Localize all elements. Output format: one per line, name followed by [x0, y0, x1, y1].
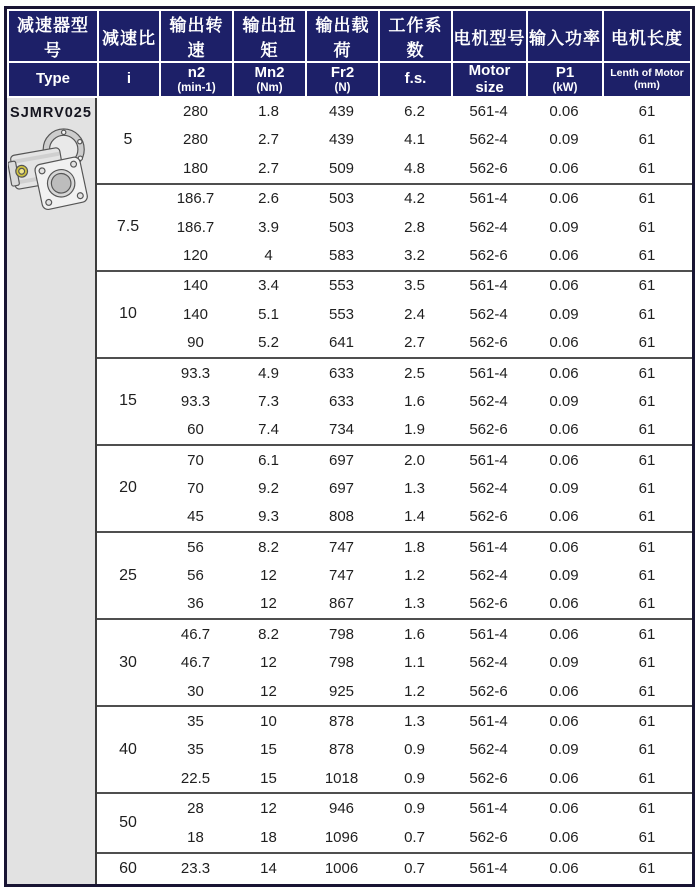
value-cell: 0.06: [526, 532, 602, 562]
value-cell: 61: [602, 358, 692, 388]
col-header-motor-zh: 电机型号: [452, 10, 527, 62]
value-cell: 503: [328, 218, 355, 236]
value-cell: 808: [328, 508, 355, 526]
value-cell: 61: [638, 218, 656, 236]
value-cell: 61: [638, 769, 656, 787]
value-cell: 1.1: [404, 654, 425, 672]
value-cell: 15: [260, 741, 277, 759]
value-cell: 1096: [324, 828, 359, 846]
value-cell: 562-6: [469, 333, 508, 351]
value-cell: 1.2: [404, 682, 425, 700]
value-cell: 561-4: [451, 271, 526, 301]
value-cell: 61: [638, 567, 656, 585]
value-cell: 747: [328, 567, 355, 585]
col-header-ratio-en: [98, 62, 160, 97]
value-cell: 561-4: [469, 103, 508, 121]
value-cell: 798: [328, 654, 355, 672]
header-row-english: [8, 62, 691, 97]
value-cell: 0.06: [549, 769, 579, 787]
col-header-load-en: Fr2 (N): [306, 62, 379, 97]
value-cell: 439: [328, 103, 355, 121]
value-cell: 553: [328, 305, 355, 323]
col-header-label: Lenth of Motor: [610, 67, 684, 80]
value-cell: 562-6: [469, 421, 508, 439]
gear-reducer-image: [8, 123, 94, 215]
value-cell: 22.5: [180, 769, 211, 787]
value-cell: 0.06: [526, 793, 602, 823]
value-cell: 0.06: [549, 595, 579, 613]
value-cell: 10: [232, 706, 305, 736]
table-row: [97, 502, 692, 532]
value-cell: 12: [260, 654, 277, 672]
value-cell: 120: [182, 246, 209, 264]
value-cell: 70: [187, 479, 204, 497]
value-cell: 503: [305, 184, 378, 214]
value-cell: 562-6: [469, 508, 508, 526]
col-header-label: Fr2: [330, 64, 355, 82]
value-cell: 1.8: [258, 103, 279, 121]
value-cell: 90: [187, 333, 204, 351]
col-header-label: n2: [187, 64, 206, 82]
ratio-cell: 20: [97, 445, 159, 532]
value-cell: 0.09: [549, 654, 579, 672]
value-cell: 561-4: [451, 853, 526, 884]
value-cell: 562-4: [469, 567, 508, 585]
value-cell: 0.06: [526, 706, 602, 736]
value-cell: 561-4: [451, 532, 526, 562]
value-cell: 61: [602, 619, 692, 649]
value-cell: 61: [602, 853, 692, 884]
col-header-load-zh: 输出载荷: [306, 10, 379, 62]
value-cell: 561-4: [451, 358, 526, 388]
value-cell: 561-4: [451, 706, 526, 736]
value-cell: 562-4: [469, 218, 508, 236]
table-row: [97, 300, 692, 328]
table-row: [97, 619, 692, 649]
col-header-length-en: Lenth of Motor (mm): [603, 62, 691, 97]
value-cell: 7.3: [258, 392, 279, 410]
value-cell: 0.09: [549, 392, 579, 410]
col-header-ratio-zh: 减速比: [98, 10, 160, 62]
value-cell: 0.9: [378, 793, 451, 823]
value-cell: 0.06: [526, 445, 602, 475]
value-cell: 61: [638, 305, 656, 323]
value-cell: 180: [182, 159, 209, 177]
col-header-length-zh: 电机长度: [603, 10, 691, 62]
value-cell: 562-6: [469, 828, 508, 846]
value-cell: 280: [182, 103, 209, 121]
value-cell: 2.0: [378, 445, 451, 475]
value-cell: 747: [305, 532, 378, 562]
ratio-cell: 40: [97, 706, 159, 793]
value-cell: 61: [638, 103, 656, 121]
value-cell: 0.9: [404, 769, 425, 787]
spec-table: [97, 98, 692, 884]
value-cell: 1018: [324, 769, 359, 787]
value-cell: 36: [187, 595, 204, 613]
value-cell: 0.06: [526, 184, 602, 214]
value-cell: 61: [638, 421, 656, 439]
value-cell: 28: [159, 793, 232, 823]
type-column: [7, 98, 97, 884]
value-cell: 2.8: [404, 218, 425, 236]
value-cell: 562-4: [469, 305, 508, 323]
value-cell: 439: [328, 131, 355, 149]
value-cell: 0.06: [526, 619, 602, 649]
value-cell: 35: [187, 741, 204, 759]
value-cell: 15: [260, 769, 277, 787]
value-cell: 0.09: [549, 741, 579, 759]
value-cell: 1.3: [404, 479, 425, 497]
value-cell: 562-4: [469, 392, 508, 410]
value-cell: 0.09: [549, 131, 579, 149]
value-cell: 12: [260, 595, 277, 613]
value-cell: 70: [159, 445, 232, 475]
value-cell: 562-4: [469, 741, 508, 759]
col-header-servicefactor-zh: 工作系数: [379, 10, 452, 62]
value-cell: 4.8: [404, 159, 425, 177]
value-cell: 61: [638, 246, 656, 264]
value-cell: 61: [638, 392, 656, 410]
value-cell: 0.06: [549, 246, 579, 264]
ratio-cell: 15: [97, 358, 159, 445]
value-cell: 1.9: [404, 421, 425, 439]
value-cell: 61: [638, 333, 656, 351]
col-header-motor-en: [452, 62, 527, 97]
value-cell: 562-6: [469, 769, 508, 787]
value-cell: 61: [638, 479, 656, 497]
value-cell: 18: [260, 828, 277, 846]
value-cell: 0.06: [549, 508, 579, 526]
value-cell: 0.06: [549, 682, 579, 700]
table-row: [97, 358, 692, 388]
value-cell: 93.3: [159, 358, 232, 388]
value-cell: 140: [182, 305, 209, 323]
value-cell: 734: [328, 421, 355, 439]
value-cell: 633: [328, 392, 355, 410]
value-cell: 61: [602, 271, 692, 301]
value-cell: 1.3: [378, 706, 451, 736]
value-cell: 2.7: [258, 131, 279, 149]
value-cell: 35: [159, 706, 232, 736]
value-cell: 0.09: [549, 567, 579, 585]
value-cell: 0.09: [549, 305, 579, 323]
value-cell: 12: [232, 793, 305, 823]
table-row: [97, 328, 692, 358]
table-row: [97, 415, 692, 445]
spec-table-body: [97, 98, 692, 884]
value-cell: 561-4: [451, 793, 526, 823]
col-header-label: P1: [555, 64, 575, 82]
col-header-type-zh: 减速器型号: [8, 10, 98, 62]
col-header-power-zh: 输入功率: [527, 10, 603, 62]
table-row: [97, 98, 692, 126]
table-row: [97, 126, 692, 154]
col-header-label: Mn2: [254, 64, 285, 82]
value-cell: 0.06: [549, 103, 579, 121]
value-cell: 1.2: [404, 567, 425, 585]
table-row: [97, 677, 692, 707]
value-cell: 2.6: [232, 184, 305, 214]
value-cell: 509: [328, 159, 355, 177]
value-cell: 1.6: [378, 619, 451, 649]
value-cell: 0.06: [549, 828, 579, 846]
value-cell: 4: [264, 246, 273, 264]
ratio-cell: 60: [97, 853, 159, 884]
value-cell: 46.7: [159, 619, 232, 649]
value-cell: 12: [260, 682, 277, 700]
value-cell: 12: [260, 567, 277, 585]
value-cell: 0.06: [526, 271, 602, 301]
value-cell: 1.8: [378, 532, 451, 562]
ratio-cell: 30: [97, 619, 159, 706]
col-header-label: Type: [36, 70, 70, 88]
value-cell: 61: [638, 508, 656, 526]
value-cell: 186.7: [159, 184, 232, 214]
value-cell: 3.2: [404, 246, 425, 264]
value-cell: 61: [638, 131, 656, 149]
value-cell: 280: [182, 131, 209, 149]
value-cell: 8.2: [232, 619, 305, 649]
value-cell: 0.06: [549, 159, 579, 177]
value-cell: 0.7: [404, 828, 425, 846]
table-row: [97, 241, 692, 271]
value-cell: 1.4: [404, 508, 425, 526]
value-cell: 2.4: [404, 305, 425, 323]
value-cell: 61: [602, 793, 692, 823]
value-cell: 553: [305, 271, 378, 301]
value-cell: 4.2: [378, 184, 451, 214]
value-cell: 61: [602, 706, 692, 736]
value-cell: 61: [638, 595, 656, 613]
value-cell: 697: [328, 479, 355, 497]
col-header-torque-en: Mn2 (Nm): [233, 62, 306, 97]
header-row-chinese: [8, 10, 691, 62]
value-cell: 867: [328, 595, 355, 613]
value-cell: 1006: [305, 853, 378, 884]
value-cell: 5.1: [258, 305, 279, 323]
col-header-speed-zh: 输出转速: [160, 10, 233, 62]
value-cell: 3.5: [378, 271, 451, 301]
table-row: [97, 213, 692, 241]
value-cell: 562-6: [469, 246, 508, 264]
table-row: [97, 184, 692, 214]
value-cell: 562-6: [469, 682, 508, 700]
value-cell: 6.1: [232, 445, 305, 475]
value-cell: 61: [602, 445, 692, 475]
table-row: [97, 764, 692, 794]
col-header-torque-zh: 输出扭矩: [233, 10, 306, 62]
value-cell: 4.9: [232, 358, 305, 388]
table-row: [97, 793, 692, 823]
spec-table-header: [7, 9, 692, 98]
value-cell: 18: [187, 828, 204, 846]
table-row: [97, 532, 692, 562]
value-cell: 186.7: [176, 218, 215, 236]
model-name: SJMRV025: [10, 105, 92, 121]
table-row: [97, 823, 692, 853]
table-row: [97, 853, 692, 884]
value-cell: 583: [328, 246, 355, 264]
table-row: [97, 649, 692, 677]
value-cell: 23.3: [159, 853, 232, 884]
col-header-label: i: [126, 70, 132, 88]
value-cell: 8.2: [232, 532, 305, 562]
value-cell: 562-4: [469, 131, 508, 149]
value-cell: 0.06: [526, 853, 602, 884]
value-cell: 1.3: [404, 595, 425, 613]
value-cell: 9.3: [258, 508, 279, 526]
value-cell: 30: [187, 682, 204, 700]
table-row: [97, 475, 692, 503]
col-header-servicefactor-en: [379, 62, 452, 97]
value-cell: 0.06: [549, 421, 579, 439]
value-cell: 61: [602, 184, 692, 214]
value-cell: 56: [159, 532, 232, 562]
col-header-power-en: P1 (kW): [527, 62, 603, 97]
value-cell: 798: [305, 619, 378, 649]
value-cell: 0.06: [549, 333, 579, 351]
col-header-label: f.s.: [404, 70, 427, 88]
value-cell: 0.06: [526, 358, 602, 388]
table-row: [97, 562, 692, 590]
value-cell: 61: [638, 682, 656, 700]
value-cell: 46.7: [180, 654, 211, 672]
value-cell: 561-4: [451, 619, 526, 649]
col-header-type-en: [8, 62, 98, 97]
value-cell: 61: [638, 654, 656, 672]
spec-table-frame: [4, 6, 695, 887]
table-row: [97, 154, 692, 184]
value-cell: 2.7: [258, 159, 279, 177]
ratio-cell: 10: [97, 271, 159, 358]
value-cell: 2.7: [404, 333, 425, 351]
value-cell: 946: [305, 793, 378, 823]
value-cell: 561-4: [451, 445, 526, 475]
ratio-cell: 7.5: [97, 184, 159, 271]
value-cell: 3.9: [258, 218, 279, 236]
value-cell: 925: [328, 682, 355, 700]
value-cell: 0.7: [378, 853, 451, 884]
value-cell: 633: [305, 358, 378, 388]
value-cell: 0.09: [549, 218, 579, 236]
value-cell: 6.2: [404, 103, 425, 121]
value-cell: 697: [305, 445, 378, 475]
value-cell: 56: [187, 567, 204, 585]
value-cell: 140: [159, 271, 232, 301]
value-cell: 60: [187, 421, 204, 439]
value-cell: 61: [638, 741, 656, 759]
value-cell: 562-6: [469, 595, 508, 613]
value-cell: 7.4: [258, 421, 279, 439]
value-cell: 14: [232, 853, 305, 884]
value-cell: 0.9: [404, 741, 425, 759]
value-cell: 93.3: [180, 392, 211, 410]
value-cell: 61: [638, 828, 656, 846]
ratio-cell: 25: [97, 532, 159, 619]
value-cell: 878: [328, 741, 355, 759]
table-row: [97, 445, 692, 475]
value-cell: 1.6: [404, 392, 425, 410]
value-cell: 5.2: [258, 333, 279, 351]
table-row: [97, 706, 692, 736]
ratio-cell: 5: [123, 131, 133, 149]
value-cell: 61: [638, 159, 656, 177]
value-cell: 2.5: [378, 358, 451, 388]
col-header-label: Motor size: [468, 62, 511, 96]
table-row: [97, 590, 692, 620]
value-cell: 562-6: [469, 159, 508, 177]
value-cell: 4.1: [404, 131, 425, 149]
value-cell: 562-4: [469, 479, 508, 497]
value-cell: 9.2: [258, 479, 279, 497]
table-row: [97, 271, 692, 301]
col-header-speed-en: n2 (min-1): [160, 62, 233, 97]
value-cell: 641: [328, 333, 355, 351]
table-row: [97, 736, 692, 764]
ratio-cell: 50: [97, 793, 159, 852]
value-cell: 561-4: [451, 184, 526, 214]
table-row: [97, 387, 692, 415]
value-cell: 0.09: [549, 479, 579, 497]
value-cell: 562-4: [469, 654, 508, 672]
value-cell: 61: [602, 532, 692, 562]
table-body-area: [7, 98, 692, 884]
value-cell: 878: [305, 706, 378, 736]
value-cell: 45: [187, 508, 204, 526]
value-cell: 3.4: [232, 271, 305, 301]
